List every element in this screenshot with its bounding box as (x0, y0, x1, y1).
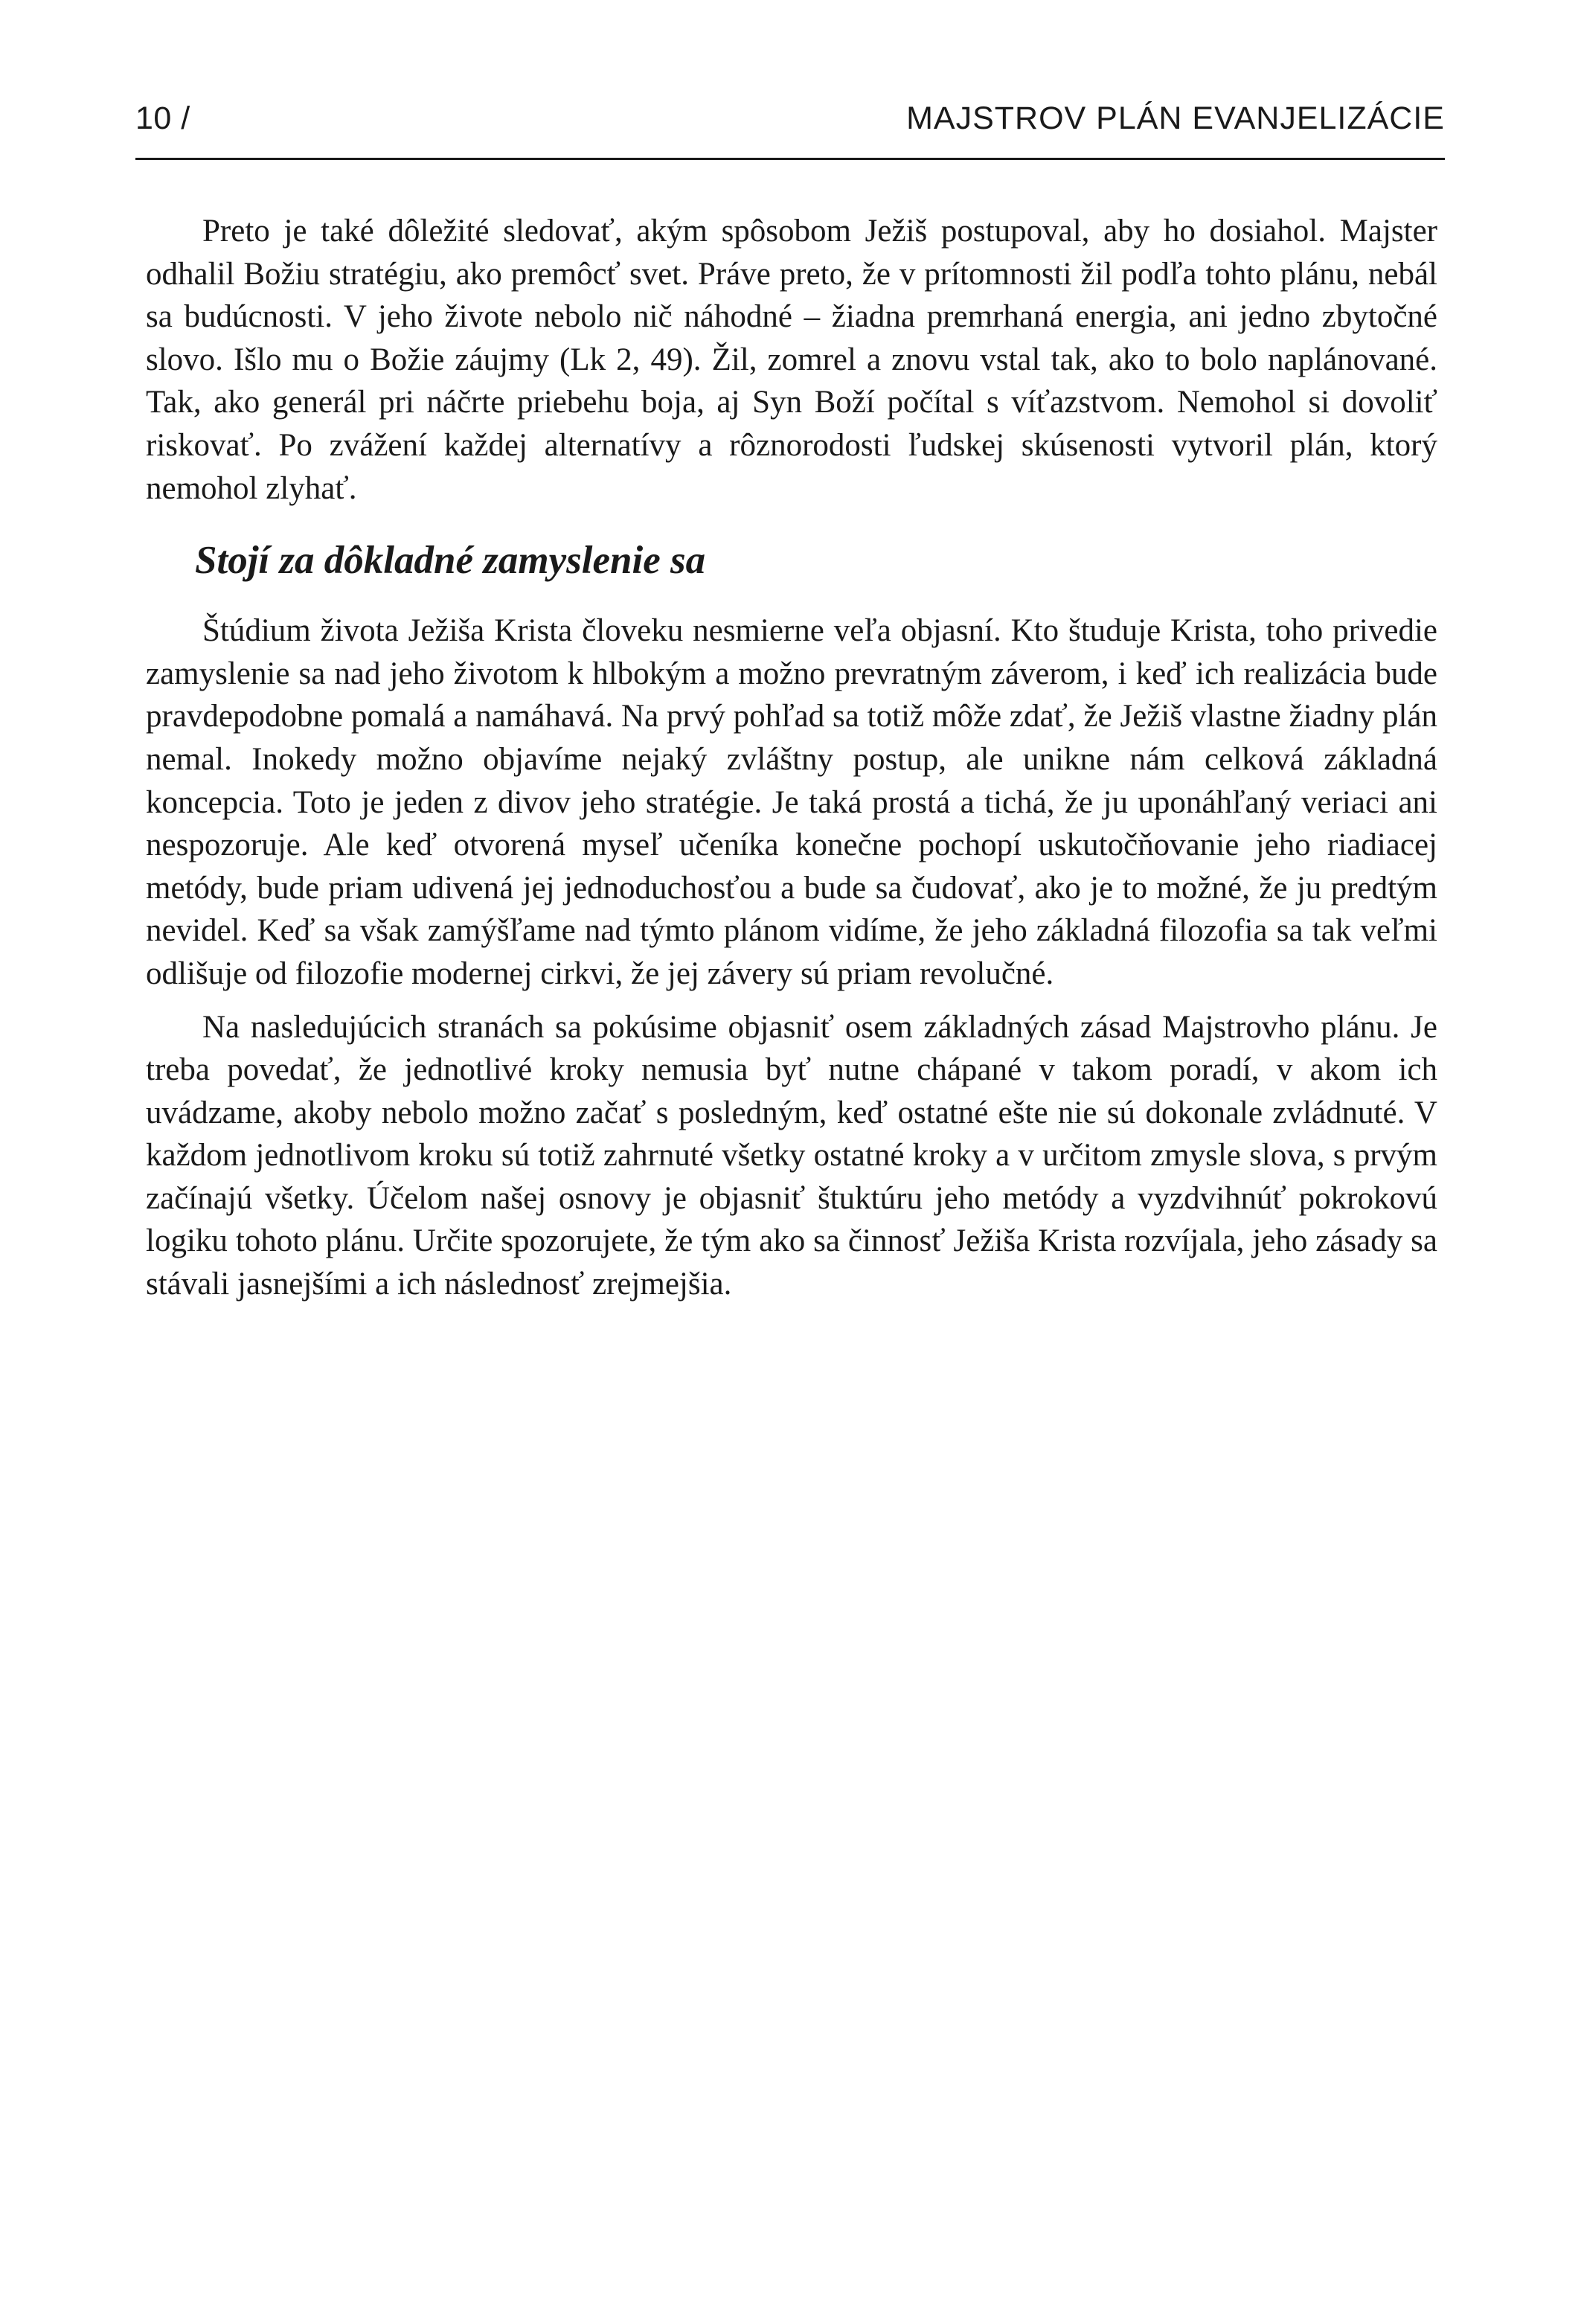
paragraph-study: Štúdium života Ježiša Krista človeku nesmierne veľa objasní. Kto študuje Krista, toho privedie zamyslenie sa nad jeho životom k hlbokým a možno prevratným záverom, i keď ich realizácia bude pravdepodobne pomalá a namáhavá. Na prvý pohľad sa totiž môže zdať, že Ježiš vlastne žiadny plán nemal. Inokedy možno objavíme nejaký zvláštny postup, ale unikne nám celková základná koncepcia. Toto je jeden z divov jeho stratégie. Je taká prostá a tichá, že ju uponáhľaný veriaci ani nespozoruje. Ale keď otvorená myseľ učeníka konečne pochopí uskutočňovanie jeho riadiacej metódy, bude priam udivená jej jednoduchosťou a bude sa čudovať, ako je to možné, že ju predtým nevidel. Keď sa však zamýšľame nad týmto plánom vidíme, že jeho základná filozofia sa tak veľmi odlišuje od filozofie modernej cirkvi, že jej závery sú priam revolučné. (146, 613, 1437, 991)
section-heading: Stojí za dôkladné zamyslenie sa (195, 539, 706, 583)
paragraph-intro: Preto je také dôležité sledovať, akým spôsobom Ježiš postupoval, aby ho dosiahol. Majster odhalil Božiu stratégiu, ako premôcť svet. Práve preto, že v prítomnosti žil podľa tohto plánu, nebál sa budúcnosti. V jeho živote nebolo nič náhodné – žiadna premrhaná energia, ani jedno zbytočné slovo. Išlo mu o Božie záujmy (Lk 2, 49). Žil, zomrel a znovu vstal tak, ako to bolo naplánované. Tak, ako generál pri náčrte priebehu boja, aj Syn Boží počítal s víťazstvom. Nemohol si dovoliť riskovať. Po zvážení každej alternatívy a rôznorodosti ľudskej skúsenosti vytvoril plán, ktorý nemohol zlyhať. (146, 214, 1437, 506)
running-head (135, 95, 1445, 141)
running-title: MAJSTROV PLÁN EVANJELIZÁCIE (906, 100, 1445, 136)
page-number: 10 / (135, 100, 190, 136)
body-text (146, 210, 1437, 1306)
paragraph-outline: Na nasledujúcich stranách sa pokúsime objasniť osem základných zásad Majstrovho plánu. Je treba povedať, že jednotlivé kroky nemusia byť nutne chápané v takom poradí, v akom ich uvádzame, akoby nebolo možno začať s posledným, keď ostatné ešte nie sú dokonale zvládnuté. V každom jednotlivom kroku sú totiž zahrnuté všetky ostatné kroky a v určitom zmysle slova, s prvým začínajú všetky. Účelom našej osnovy je objasniť štuktúru jeho metódy a vyzdvihnúť pokrokovú logiku tohoto plánu. Určite spozorujete, že tým ako sa činnosť Ježiša Krista rozvíjala, jeho zásady sa stávali jasnejšími a ich následnosť zrejmejšia. (146, 1009, 1437, 1302)
header-rule (135, 158, 1445, 160)
